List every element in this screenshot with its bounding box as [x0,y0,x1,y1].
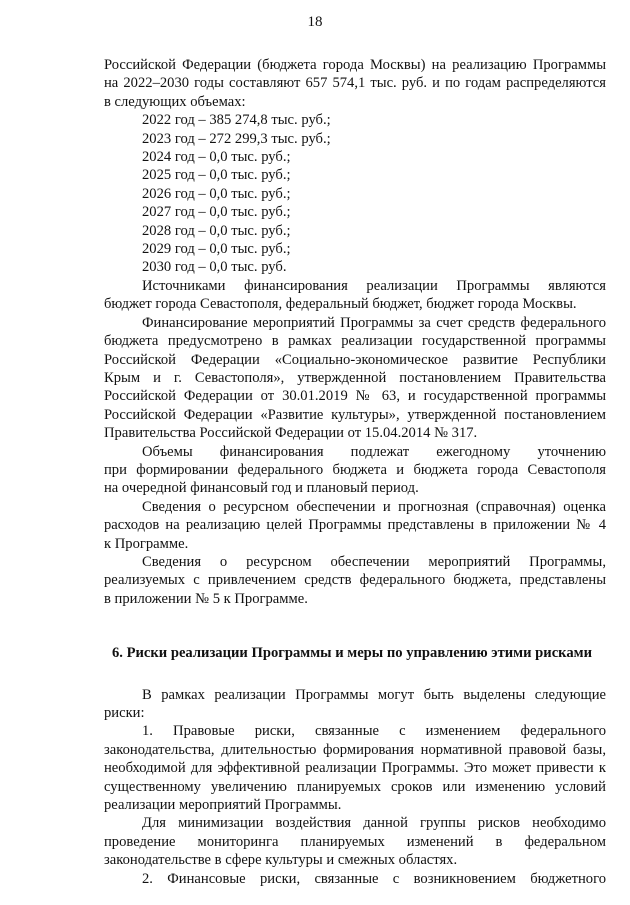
paragraph-appendix-5 [104,553,606,608]
text-line: В рамках реализации Программы могут быть выделены следующие [142,686,606,703]
text-line: Источниками финансирования реализации Программы являются [142,277,606,294]
text-line: расходов на реализацию целей Программы представлены в приложении № 4 [104,517,606,534]
year-item: 2025 год – 0,0 тыс. руб.; [142,167,291,184]
year-item: 2022 год – 385 274,8 тыс. руб.; [142,112,331,129]
year-item: 2026 год – 0,0 тыс. руб.; [142,185,291,202]
text-line: при формировании федерального бюджета и бюджета города Севастополя [104,461,606,478]
text-line: в приложении № 5 к Программе. [104,590,308,607]
text-line: Российской Федерации (бюджета города Москвы) на реализацию Программы [104,57,606,73]
section-heading: 6. Риски реализации Программы и меры по управлению этими рисками [111,645,593,662]
text-line: реализации мероприятий Программы. [104,797,342,814]
text-line: в следующих объемах: [104,93,246,110]
text-line: Крым и г. Севастополя», утвержденной постановлением Правительства [104,369,606,386]
text-line: к Программе. [104,535,189,552]
text-line: 1. Правовые риски, связанные с изменением федерального [142,723,606,740]
text-line: бюджета предусмотрено в рамках реализации государственной программы [104,333,606,350]
paragraph-risks-intro [104,686,606,723]
paragraph-funding-sources [104,277,606,314]
text-line: Сведения о ресурсном обеспечении и прогнозная (справочная) оценка [142,498,606,515]
year-item: 2029 год – 0,0 тыс. руб.; [142,241,291,258]
paragraph-risk-2 [104,870,606,888]
document-body [104,56,606,888]
paragraph-funding-intro [104,56,606,111]
year-item: 2027 год – 0,0 тыс. руб.; [142,204,291,221]
text-line: на 2022–2030 годы составляют 657 574,1 тыс. руб. и по годам распределяются [104,75,606,92]
text-line: законодательства, длительностью формирования нормативной правовой базы, [104,741,606,758]
text-line: Объемы финансирования подлежат ежегодному уточнению [142,443,606,460]
text-line: 2. Финансовые риски, связанные с возникновением бюджетного [142,870,606,887]
text-line: реализуемых с привлечением средств федерального бюджета, представлены [104,572,606,589]
text-line: Российской Федерации от 30.01.2019 № 63, и государственной программы [104,388,606,405]
paragraph-risk-1 [104,722,606,814]
paragraph-risk-1-mitigation [104,814,606,869]
text-line: Российской Федерации «Социально-экономическое развитие Республики [104,351,606,368]
text-line: необходимой для эффективной реализации Программы. Это может привести к [104,760,606,777]
year-item: 2023 год – 272 299,3 тыс. руб.; [142,130,331,147]
text-line: Сведения о ресурсном обеспечении мероприятий Программы, [142,553,606,570]
text-line: Российской Федерации «Развитие культуры», утвержденной постановлением [104,406,606,423]
text-line: Правительства Российской Федерации от 15.04.2014 № 317. [104,425,478,442]
text-line: бюджет города Севастополя, федеральный бюджет, бюджет города Москвы. [104,296,577,313]
paragraph-federal-financing [104,314,606,443]
year-item: 2030 год – 0,0 тыс. руб. [142,259,287,276]
year-item: 2024 год – 0,0 тыс. руб.; [142,149,291,166]
text-line: проведение мониторинга планируемых изменений в федеральном [104,833,606,850]
year-item: 2028 год – 0,0 тыс. руб.; [142,222,291,239]
text-line: существенному увеличению планируемых сроков или изменению условий [104,778,606,795]
page-number: 18 [307,14,323,30]
text-line: Для минимизации воздействия данной группы рисков необходимо [142,815,606,832]
text-line: Финансирование мероприятий Программы за счет средств федерального [142,314,606,331]
text-line: риски: [104,705,145,721]
text-line: на очередной финансовый год и плановый период. [104,480,419,497]
paragraph-appendix-4 [104,498,606,553]
paragraph-funding-volumes [104,443,606,498]
text-line: законодательстве в сфере культуры и смежных областях. [104,852,458,869]
funding-by-year-list [104,111,606,277]
